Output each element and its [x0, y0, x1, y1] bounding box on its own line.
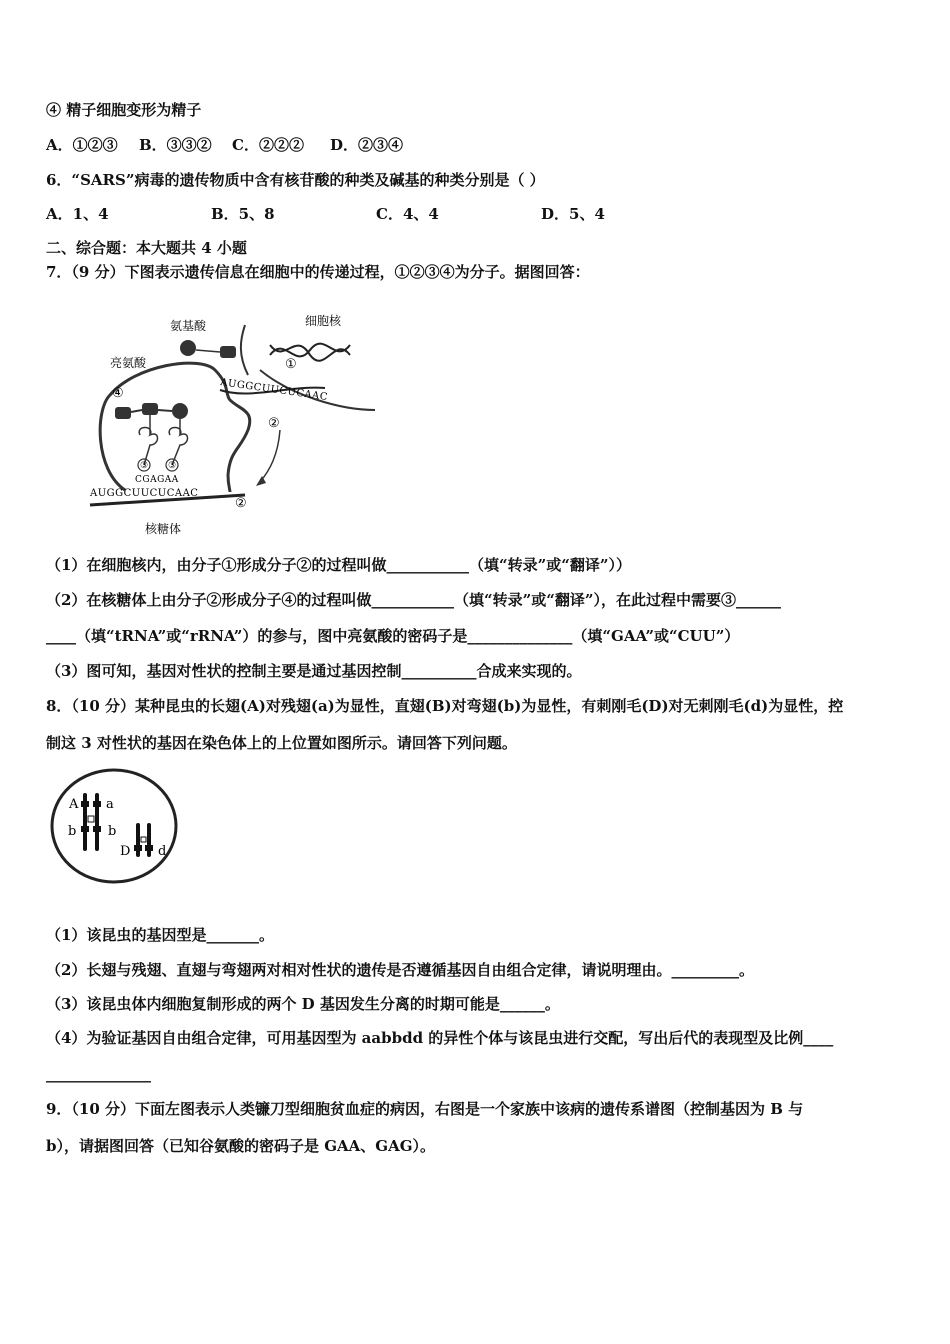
fig1-anticodon: CGAGAA [135, 475, 179, 485]
q5-option-d[interactable]: D．②③④ [330, 136, 404, 154]
q6-option-a[interactable]: A．1、4 [46, 205, 109, 223]
q5-option-a[interactable]: A．①②③ [46, 136, 118, 154]
q8-part-1: （1）该昆虫的基因型是_______。 [46, 926, 274, 944]
q8-part-2: （2）长翅与残翅、直翅与弯翅两对相对性状的遗传是否遵循基因自由组合定律，请说明理由。_________。 [46, 961, 754, 979]
question-7: 7．（9 分）下图表示遗传信息在细胞中的传递过程，①②③④为分子。据图回答： [46, 263, 590, 281]
question-9b: b），请据图回答（已知谷氨酸的密码子是 GAA、GAG）。 [46, 1137, 436, 1155]
q7-part-1: （1）在细胞核内，由分子①形成分子②的过程叫做___________（填“转录”或“翻译”）） [46, 556, 631, 574]
fig2-label-b2: b [108, 824, 117, 839]
fig2-label-b1: b [68, 824, 77, 839]
fig1-label-2-bottom: ② [235, 496, 247, 511]
fig1-label-3b: ③ [167, 461, 177, 471]
fig1-label-1: ① [285, 357, 297, 372]
q7-part-2b: ____（填“tRNA”或“rRNA”）的参与，图中亮氨酸的密码子是______________（填“GAA”或“CUU”） [46, 627, 740, 645]
fig2-label-d: d [158, 844, 167, 859]
fig2-label-D: D [120, 844, 131, 859]
q5-options [46, 135, 403, 155]
gene-expression-figure [80, 300, 390, 545]
fig1-label-3a: ③ [139, 461, 149, 471]
q8-part-3: （3）该昆虫体内细胞复制形成的两个 D 基因发生分离的时期可能是______。 [46, 995, 560, 1013]
section-2-heading: 二、综合题：本大题共 4 小题 [46, 239, 247, 257]
q7-part-2a: （2）在核糖体上由分子②形成分子④的过程叫做___________（填“转录”或“翻译”），在此过程中需要③______ [46, 591, 781, 609]
q6-option-d[interactable]: D．5、4 [541, 205, 605, 223]
fig2-label-A: A [69, 797, 79, 812]
fig2-label-a: a [106, 797, 114, 812]
fig1-mrna-bottom: AUGGCUUCUCAAC [90, 488, 199, 499]
q7-part-3: （3）图可知，基因对性状的控制主要是通过基因控制__________合成来实现的。 [46, 662, 582, 680]
q6-option-b[interactable]: B．5、8 [211, 205, 275, 223]
line-sperm-transform: ④ 精子细胞变形为精子 [46, 101, 202, 119]
q5-option-b[interactable]: B．③③② [139, 136, 212, 154]
fig1-label-nucleus: 细胞核 [305, 314, 342, 328]
q5-option-c[interactable]: C．②②② [232, 136, 304, 154]
question-8a: 8．（10 分）某种昆虫的长翅(A)对残翅(a)为显性，直翅(B)对弯翅(b)为显性，有刺刚毛(D)对无刺刚毛(d)为显性，控 [46, 697, 844, 715]
q6-options [46, 204, 605, 224]
fig1-label-ribosome: 核糖体 [145, 522, 182, 536]
question-6: 6．“SARS”病毒的遗传物质中含有核苷酸的种类及碱基的种类分别是（ ） [46, 171, 545, 189]
fig1-label-amino-acid: 氨基酸 [170, 319, 207, 333]
fig1-label-leucine: 亮氨酸 [110, 356, 147, 370]
fig1-label-4: ④ [112, 386, 124, 401]
question-8b: 制这 3 对性状的基因在染色体上的上位置如图所示。请回答下列问题。 [46, 734, 517, 752]
q6-option-c[interactable]: C．4、4 [376, 205, 439, 223]
fig1-label-2-top: ② [268, 416, 280, 431]
question-9a: 9．（10 分）下面左图表示人类镰刀型细胞贫血症的病因，右图是一个家族中该病的遗传系谱图（控制基因为 B 与 [46, 1100, 804, 1118]
q8-part-4a: （4）为验证基因自由组合定律，可用基因型为 aabbdd 的异性个体与该昆虫进行交配，写出后代的表现型及比例____ [46, 1029, 834, 1047]
q8-part-4b: ______________ [46, 1065, 151, 1083]
chromosome-cell-figure [48, 765, 182, 889]
fig1-mrna-top: AUGGCUUCUCAAC [219, 377, 329, 404]
